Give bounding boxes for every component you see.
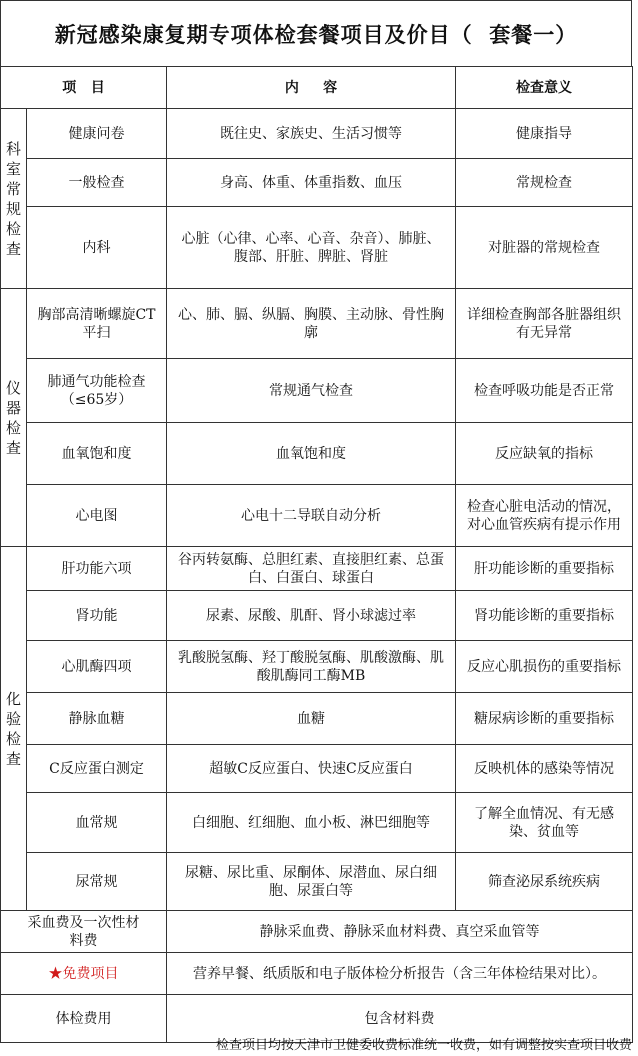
- table-row: [1, 159, 633, 207]
- table-row: [1, 693, 633, 745]
- star-icon: ★: [48, 965, 63, 982]
- header-item: 项 目: [1, 67, 167, 109]
- row-content: 心电十二导联自动分析: [167, 485, 456, 547]
- row-content: 血氧饱和度: [167, 423, 456, 485]
- row-item: 肺通气功能检查（≤65岁）: [27, 359, 167, 423]
- row-item: 心肌酶四项: [27, 641, 167, 693]
- row-meaning: 了解全血情况、有无感染、贫血等: [456, 793, 633, 853]
- table-row: [1, 359, 633, 423]
- row-item: 健康问卷: [27, 109, 167, 159]
- free-label: 免费项目: [62, 965, 119, 982]
- table-row: [1, 853, 633, 911]
- category-lab: 化验检查: [1, 547, 27, 911]
- table-row-free: [1, 953, 633, 995]
- row-content: 既往史、家族史、生活习惯等: [167, 109, 456, 159]
- row-meaning: 反应缺氧的指标: [456, 423, 633, 485]
- table-row: [1, 547, 633, 591]
- free-items-cell: [1, 953, 167, 995]
- table-header-row: [1, 67, 633, 109]
- row-meaning: 反应心肌损伤的重要指标: [456, 641, 633, 693]
- category-dept: 科室常规检查: [1, 109, 27, 289]
- blood-fee-label: 采血费及一次性材料费: [1, 911, 167, 953]
- free-content: 营养早餐、纸质版和电子版体检分析报告（含三年体检结果对比）。: [167, 953, 633, 995]
- row-meaning: 健康指导: [456, 109, 633, 159]
- row-content: 白细胞、红细胞、血小板、淋巴细胞等: [167, 793, 456, 853]
- row-content: 谷丙转氨酶、总胆红素、直接胆红素、总蛋白、白蛋白、球蛋白: [167, 547, 456, 591]
- row-meaning: 肾功能诊断的重要指标: [456, 591, 633, 641]
- row-item: 尿常规: [27, 853, 167, 911]
- table-row: [1, 591, 633, 641]
- blood-fee-content: 静脉采血费、静脉采血材料费、真空采血管等: [167, 911, 633, 953]
- table-row: [1, 109, 633, 159]
- row-item: 一般检查: [27, 159, 167, 207]
- footer-note: 检查项目均按天津市卫健委收费标准统一收费，如有调整按实查项目收费: [215, 1038, 632, 1053]
- table-row: [1, 423, 633, 485]
- row-content: 心、肺、膈、纵膈、胸膜、主动脉、骨性胸廓: [167, 289, 456, 359]
- row-item: 心电图: [27, 485, 167, 547]
- row-content: 尿糖、尿比重、尿酮体、尿潜血、尿白细胞、尿蛋白等: [167, 853, 456, 911]
- fee-label: 体检费用: [1, 995, 167, 1043]
- table-row: [1, 207, 633, 289]
- table-row: [1, 289, 633, 359]
- row-meaning: 检查心脏电活动的情况，对心血管疾病有提示作用: [456, 485, 633, 547]
- header-meaning: 检查意义: [456, 67, 633, 109]
- row-content: 心脏（心律、心率、心音、杂音）、肺脏、腹部、肝脏、脾脏、肾脏: [167, 207, 456, 289]
- row-meaning: 糖尿病诊断的重要指标: [456, 693, 633, 745]
- row-meaning: 检查呼吸功能是否正常: [456, 359, 633, 423]
- row-content: 乳酸脱氢酶、羟丁酸脱氢酶、肌酸激酶、肌酸肌酶同工酶MB: [167, 641, 456, 693]
- row-meaning: 筛查泌尿系统疾病: [456, 853, 633, 911]
- row-content: 身高、体重、体重指数、血压: [167, 159, 456, 207]
- row-item: 内科: [27, 207, 167, 289]
- table-row: [1, 485, 633, 547]
- header-content: 内 容: [167, 67, 456, 109]
- row-content: 血糖: [167, 693, 456, 745]
- row-meaning: 对脏器的常规检查: [456, 207, 633, 289]
- table-row: [1, 641, 633, 693]
- table-row: [1, 745, 633, 793]
- row-meaning: 反映机体的感染等情况: [456, 745, 633, 793]
- category-instrument: 仪器检查: [1, 289, 27, 547]
- row-item: 肾功能: [27, 591, 167, 641]
- row-item: 血氧饱和度: [27, 423, 167, 485]
- row-item: 静脉血糖: [27, 693, 167, 745]
- row-meaning: 肝功能诊断的重要指标: [456, 547, 633, 591]
- fee-content: 包含材料费: [167, 995, 633, 1043]
- row-meaning: 详细检查胸部各脏器组织有无异常: [456, 289, 633, 359]
- table-row: [1, 793, 633, 853]
- row-item: C反应蛋白测定: [27, 745, 167, 793]
- row-meaning: 常规检查: [456, 159, 633, 207]
- row-content: 尿素、尿酸、肌酐、肾小球滤过率: [167, 591, 456, 641]
- checkup-table: [0, 66, 633, 1043]
- row-item: 血常规: [27, 793, 167, 853]
- table-row-blood-fee: [1, 911, 633, 953]
- row-content: 常规通气检查: [167, 359, 456, 423]
- page-title: 新冠感染康复期专项体检套餐项目及价目（ 套餐一）: [0, 0, 632, 66]
- row-content: 超敏C反应蛋白、快速C反应蛋白: [167, 745, 456, 793]
- row-item: 胸部高清晰螺旋CT平扫: [27, 289, 167, 359]
- row-item: 肝功能六项: [27, 547, 167, 591]
